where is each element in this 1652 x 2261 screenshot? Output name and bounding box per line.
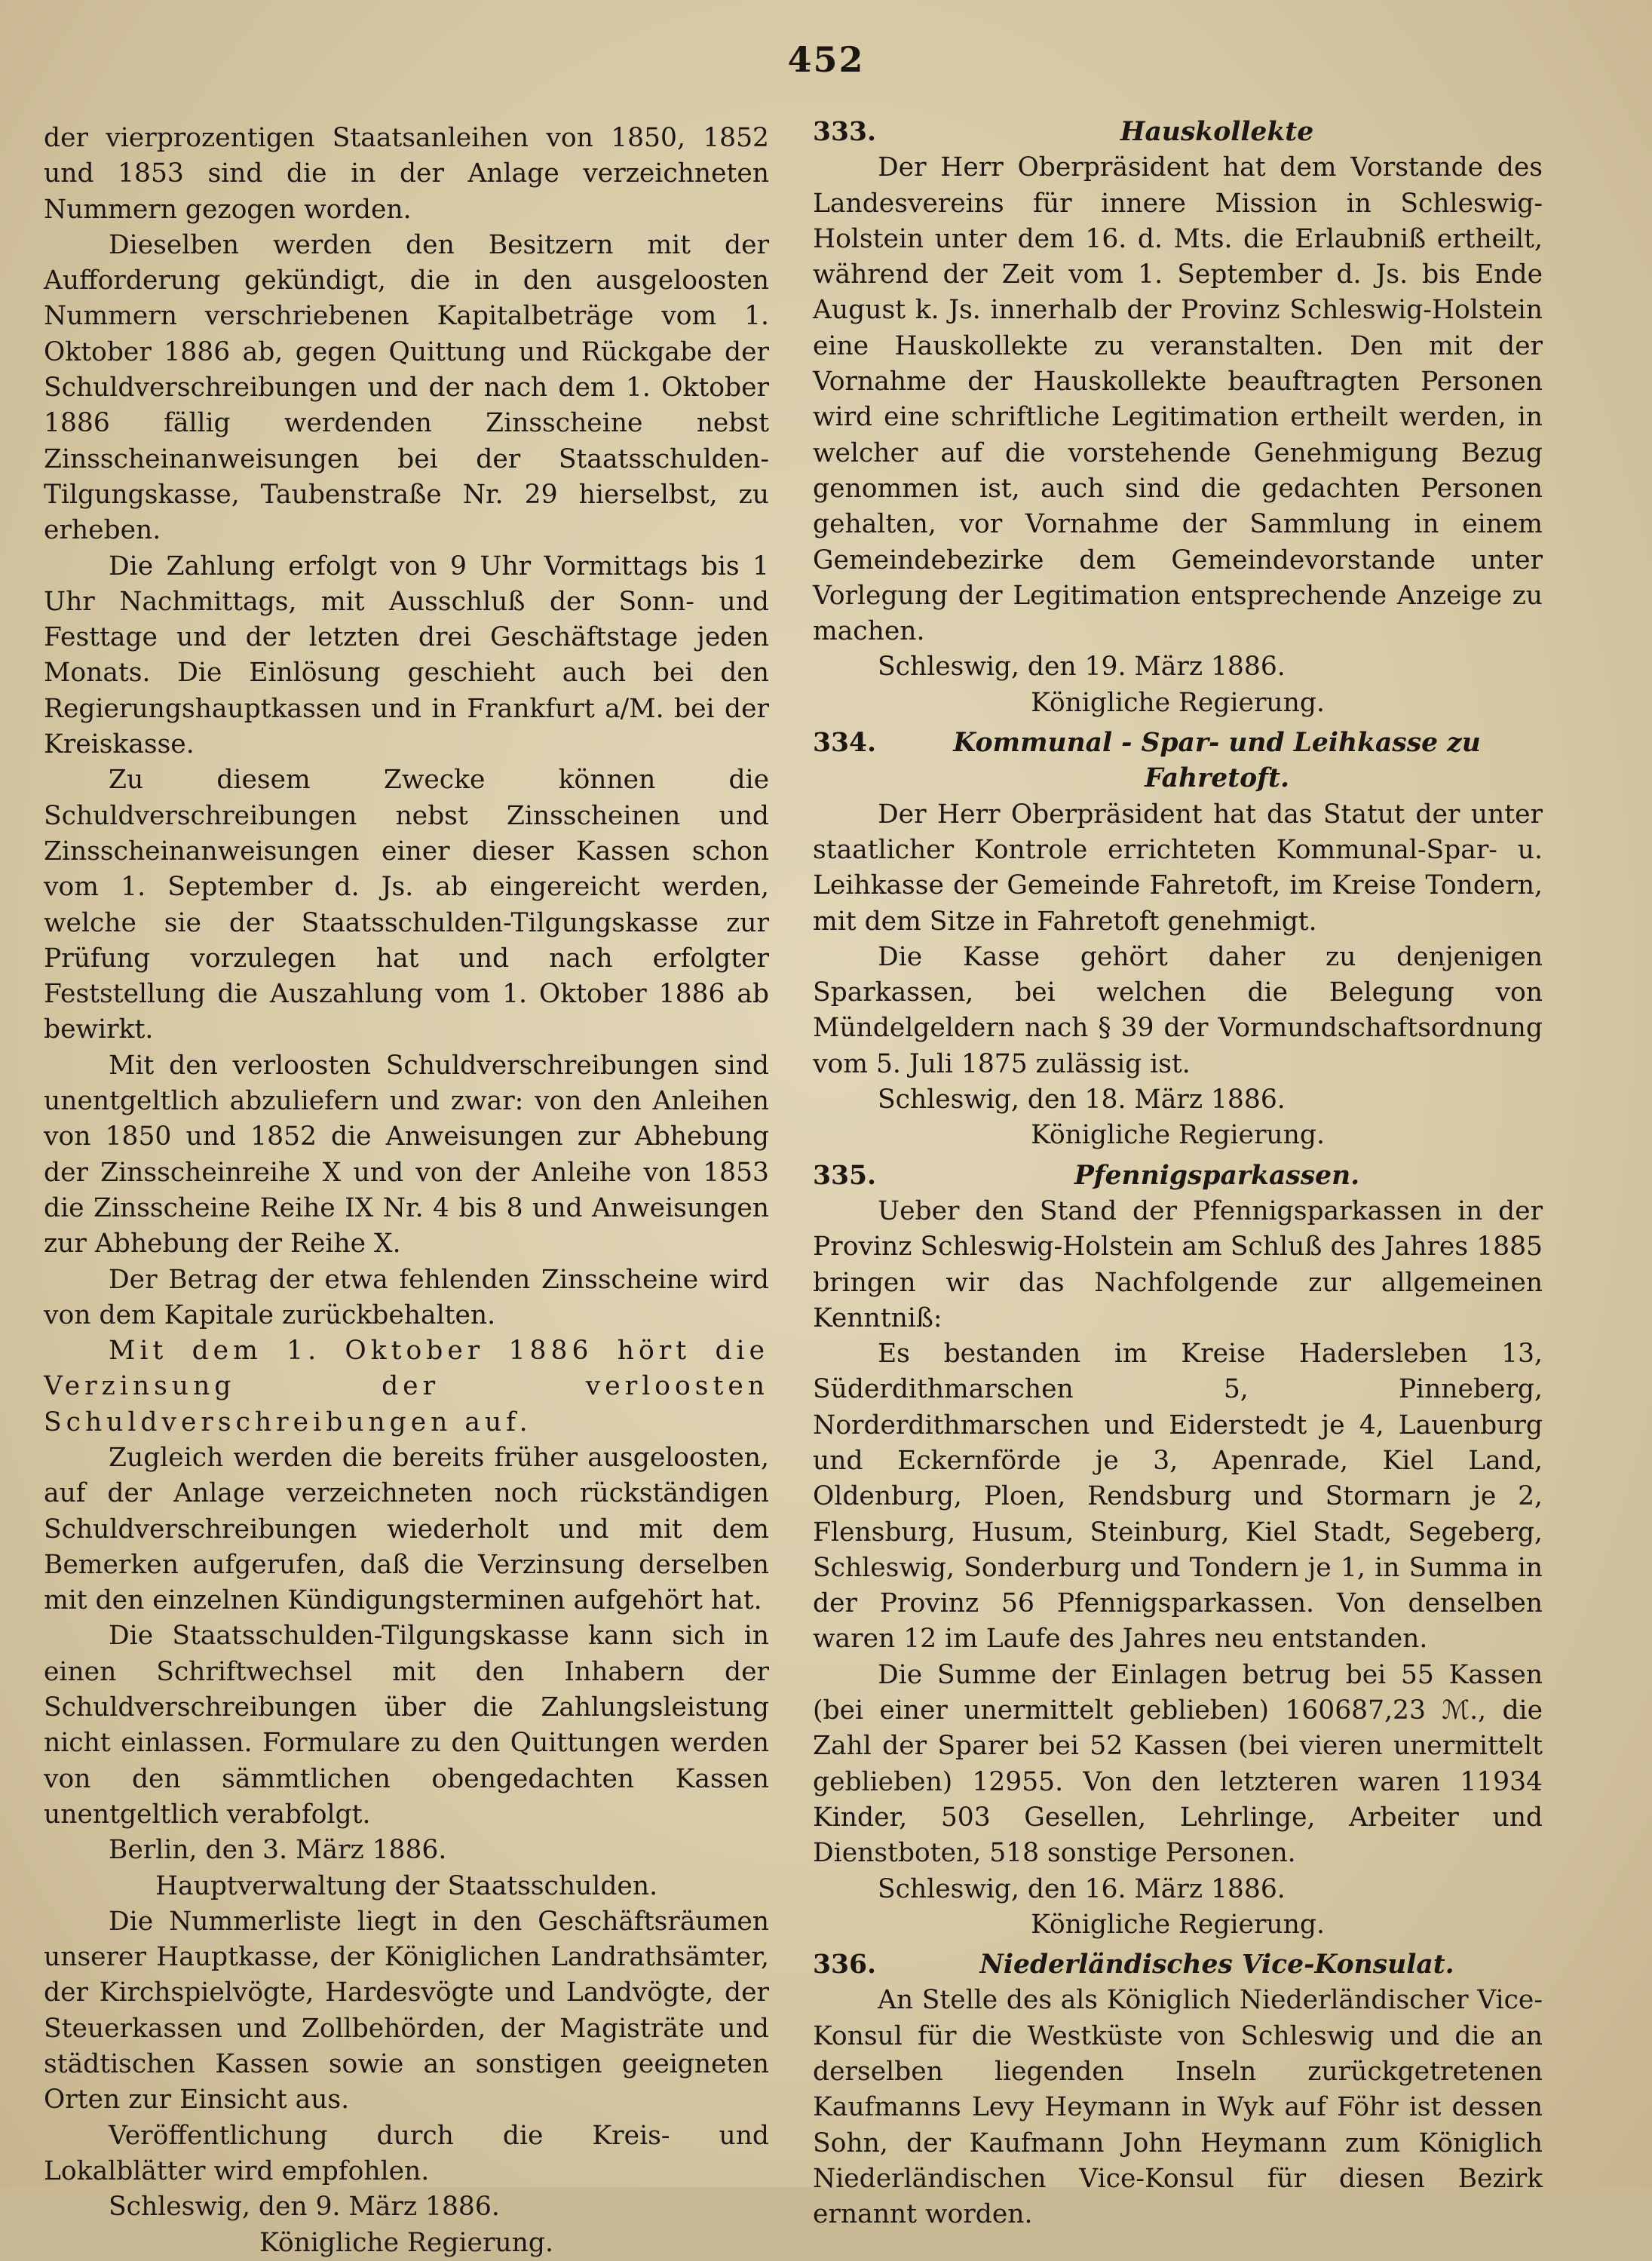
entry-heading bbox=[813, 1947, 1543, 1983]
paragraph: Veröffentlichung durch die Kreis- und Lokalblätter wird empfohlen. bbox=[44, 2120, 769, 2186]
entry-heading bbox=[813, 726, 1543, 797]
paragraph: Zu diesem Zwecke können die Schuldverschreibungen nebst Zinsscheinen und Zinsscheinanweisungen einer dieser Kassen schon vom 1. September d. Js. ab eingereicht werden, welche sie der Staatsschulden-Tilgungskasse zur Prüfung vorzulegen hat und nach erfolgter Feststellung die Auszahlung vom 1. Oktober 1886 ab bewirkt. bbox=[44, 765, 769, 1045]
signature: Königliche Regierung. bbox=[1031, 687, 1325, 718]
signature: Hauptverwaltung der Staatsschulden. bbox=[155, 1870, 658, 1901]
right-column bbox=[813, 117, 1543, 2233]
paragraph: Zugleich werden die bereits früher ausgeloosten, auf der Anlage verzeichneten noch rückständigen Schuldverschreibungen wiederholt und mit dem Bemerken aufgerufen, daß die Verzinsung derselben mit den einzelnen Kündigungsterminen aufgehört hat. bbox=[44, 1442, 769, 1616]
entry-heading bbox=[813, 1158, 1543, 1194]
page-number: 452 bbox=[787, 39, 865, 80]
entry-number: 336. bbox=[813, 1950, 877, 1980]
paragraph: Die Staatsschulden-Tilgungskasse kann sich in einen Schriftwechsel mit den Inhabern der Schuldverschreibungen über die Zahlungsleistung nicht einlassen. Formulare zu den Quittungen werden von den sämmtlichen obengedachten Kassen unentgeltlich verabfolgt. bbox=[44, 1621, 769, 1830]
paragraph: Der Betrag der etwa fehlenden Zinsscheine wird von dem Kapitale zurückbehalten. bbox=[44, 1264, 769, 1330]
signature: Königliche Regierung. bbox=[259, 2227, 553, 2258]
paragraph: Es bestanden im Kreise Hadersleben 13, Süderdithmarschen 5, Pinneberg, Norderdithmarschen und Eiderstedt je 4, Lauenburg und Eckernförde je 3, Apenrade, Kiel Land, Oldenburg, Ploen, Rendsburg und Stormarn je 2, Flensburg, Husum, Steinburg, Kiel Stadt, Segeberg, Schleswig, Sonderburg und Tondern je 1, in Summa in der Provinz 56 Pfennigsparkassen. Von denselben waren 12 im Laufe des Jahres neu entstanden. bbox=[813, 1339, 1543, 1655]
paragraph: Die Nummerliste liegt in den Geschäftsräumen unserer Hauptkasse, der Königlichen Landrathsämter, der Kirchspielvögte, Hardesvögte und Landvögte, der Steuerkassen und Zollbehörden, der Magisträte und städtischen Kassen sowie an sonstigen geeigneten Orten zur Einsicht aus. bbox=[44, 1906, 769, 2115]
paragraph: Mit dem 1. Oktober 1886 hört die Verzinsung der verloosten Schuldverschreibungen auf. bbox=[44, 1336, 769, 1437]
entry-title: Kommunal - Spar- und Leihkasse zu Fahretoft. bbox=[953, 728, 1481, 794]
paragraph: Der Herr Oberpräsident hat das Statut der unter staatlicher Kontrole errichteten Kommunal-Spar- u. Leihkasse der Gemeinde Fahretoft, im Kreise Tondern, mit dem Sitze in Fahretoft genehmigt. bbox=[813, 799, 1543, 937]
entry-number: 335. bbox=[813, 1160, 877, 1191]
signature: Königliche Regierung. bbox=[1031, 1909, 1325, 1940]
paragraph: Ueber den Stand der Pfennigsparkassen in der Provinz Schleswig-Holstein am Schluß des Jahres 1885 bringen wir das Nachfolgende zur allgemeinen Kenntniß: bbox=[813, 1195, 1543, 1333]
paragraph: der vierprozentigen Staatsanleihen von 1850, 1852 und 1853 sind die in der Anlage verzeichneten Nummern gezogen worden. bbox=[44, 123, 769, 225]
paragraph: Dieselben werden den Besitzern mit der Aufforderung gekündigt, die in den ausgeloosten Nummern verschriebenen Kapitalbeträge vom 1. Oktober 1886 ab, gegen Quittung und Rückgabe der Schuldverschreibungen und der nach dem 1. Oktober 1886 fällig werdenden Zinsscheine nebst Zinsscheinanweisungen bei der Staatsschulden-Tilgungskasse, Taubenstraße Nr. 29 hierselbst, zu erheben. bbox=[44, 229, 769, 546]
date-line: Schleswig, den 16. März 1886. bbox=[878, 1873, 1286, 1904]
paragraph: Der Herr Oberpräsident hat dem Vorstande des Landesvereins für innere Mission in Schleswig-Holstein unter dem 16. d. Mts. die Erlaubniß ertheilt, während der Zeit vom 1. September d. Js. bis Ende August k. Js. innerhalb der Provinz Schleswig-Holstein eine Hauskollekte zu veranstalten. Den mit der Vornahme der Hauskollekte beauftragten Personen wird eine schriftliche Legitimation ertheilt werden, in welcher auf die vorstehende Genehmigung Bezug genommen ist, auch sind die gedachten Personen gehalten, vor Vornahme der Sammlung in einem Gemeindebezirke dem Gemeindevorstande unter Vorlegung der Legitimation entsprechende Anzeige zu machen. bbox=[813, 152, 1543, 647]
paragraph: Mit den verloosten Schuldverschreibungen sind unentgeltlich abzuliefern und zwar: von den Anleihen von 1850 und 1852 die Anweisungen zur Abhebung der Zinsscheinreihe X und von der Anleihe von 1853 die Zinsscheine Reihe IX Nr. 4 bis 8 und Anweisungen zur Abhebung der Reihe X. bbox=[44, 1050, 769, 1259]
left-column bbox=[44, 121, 769, 2261]
entry-number: 334. bbox=[813, 728, 877, 759]
paragraph: An Stelle des als Königlich Niederländischer Vice-Konsul für die Westküste von Schleswig und die an derselben liegenden Inseln zurückgetretenen Kaufmanns Levy Heymann in Wyk auf Föhr ist dessen Sohn, der Kaufmann John Heymann zum Königlich Niederländischen Vice-Konsul für diesen Bezirk ernannt worden. bbox=[813, 1985, 1543, 2230]
entry-heading bbox=[813, 115, 1543, 150]
paragraph: Die Summe der Einlagen betrug bei 55 Kassen (bei einer unermittelt geblieben) 160687,23 ℳ., die Zahl der Sparer bei 52 Kassen (bei vieren unermittelt geblieben) 12955. Von den letzteren waren 11934 Kinder, 503 Gesellen, Lehrlinge, Arbeiter und Dienstboten, 518 sonstige Personen. bbox=[813, 1659, 1543, 1869]
date-line: Schleswig, den 9. März 1886. bbox=[109, 2192, 500, 2223]
date-line: Berlin, den 3. März 1886. bbox=[109, 1835, 447, 1866]
entry-number: 333. bbox=[813, 117, 877, 147]
paragraph: Die Zahlung erfolgt von 9 Uhr Vormittags bis 1 Uhr Nachmittags, mit Ausschluß der Sonn- und Festtage und der letzten drei Geschäftstage jeden Monats. Die Einlösung geschieht auch bei den Regierungshauptkassen und in Frankfurt a/M. bei der Kreiskasse. bbox=[44, 551, 769, 760]
date-line: Schleswig, den 19. März 1886. bbox=[878, 652, 1286, 683]
paragraph: Die Kasse gehört daher zu denjenigen Sparkassen, bei welchen die Belegung von Mündelgeldern nach § 39 der Vormundschaftsordnung vom 5. Juli 1875 zulässig ist. bbox=[813, 941, 1543, 1079]
entry-title: Pfennigsparkassen. bbox=[1074, 1160, 1360, 1191]
date-line: Schleswig, den 18. März 1886. bbox=[878, 1084, 1286, 1115]
entry-title: Hauskollekte bbox=[1120, 117, 1314, 147]
signature: Königliche Regierung. bbox=[1031, 1120, 1325, 1151]
entry-title: Niederländisches Vice-Konsulat. bbox=[979, 1950, 1454, 1980]
